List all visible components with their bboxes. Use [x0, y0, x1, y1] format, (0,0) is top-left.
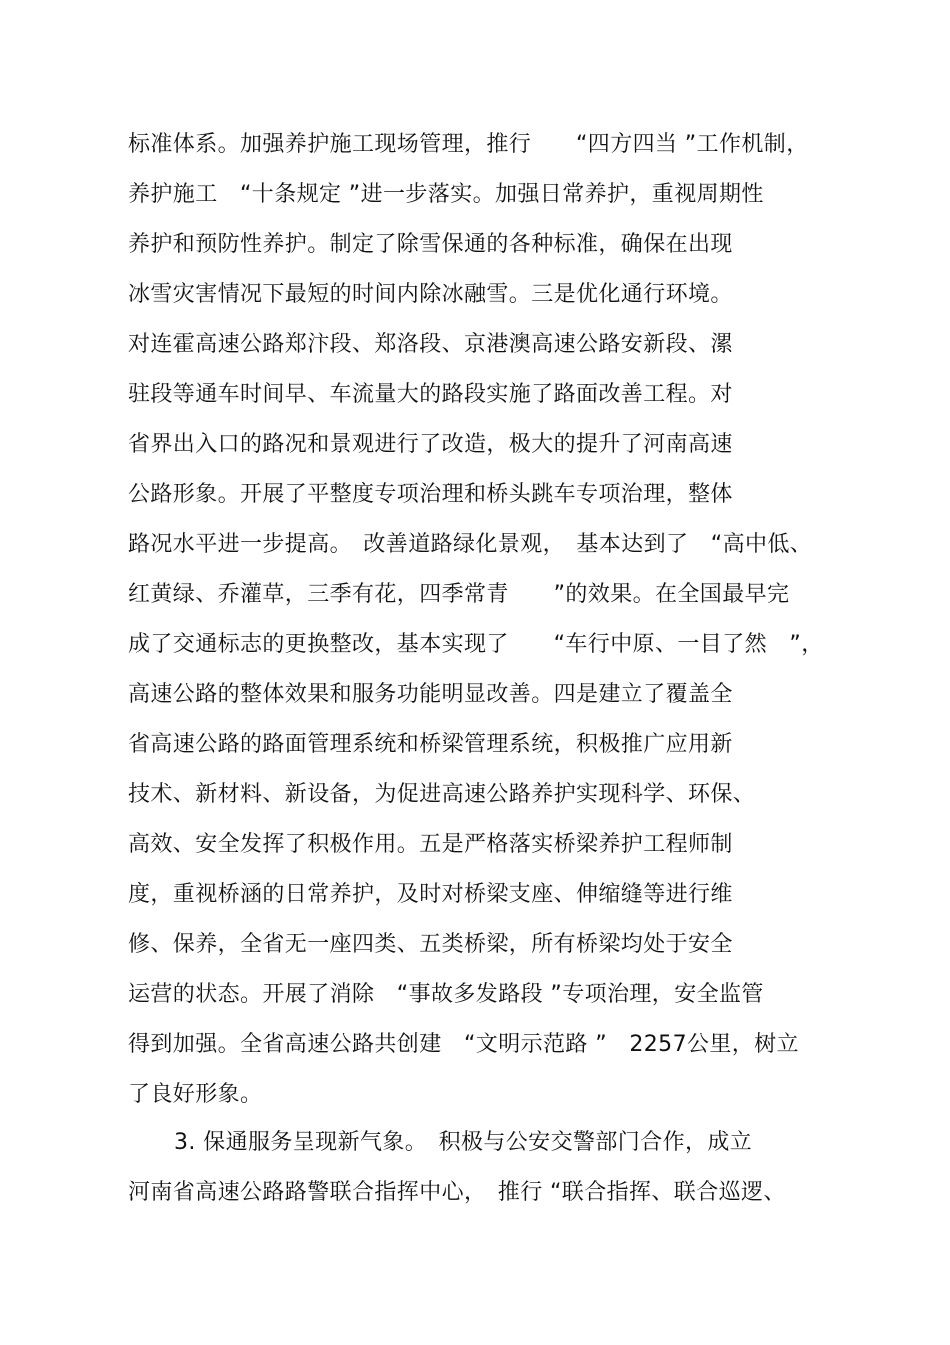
text-line-12: 高速公路的整体效果和服务功能明显改善。四是建立了覆盖全: [128, 682, 733, 707]
text-line-16: 度，重视桥涵的日常养护，及时对桥梁支座、伸缩缝等进行维: [128, 882, 733, 907]
text-line-8: 公路形象。开展了平整度专项治理和桥头跳车专项治理，整体: [128, 482, 733, 507]
text-line-22: 河南省高速公路路警联合指挥中心， 推行 “联合指挥、联合巡逻、: [128, 1180, 786, 1205]
text-line-15: 高效、安全发挥了积极作用。五是严格落实桥梁养护工程师制: [128, 832, 733, 857]
text-line-4: 冰雪灾害情况下最短的时间内除冰融雪。三是优化通行环境。: [128, 282, 733, 307]
text-line-11: 成了交通标志的更换整改，基本实现了 “车行中原、一目了然 ”，: [128, 632, 824, 657]
text-line-13: 省高速公路的路面管理系统和桥梁管理系统，积极推广应用新: [128, 732, 733, 757]
text-line-2: 养护施工 “十条规定 ”进一步落实。加强日常养护，重视周期性: [128, 182, 764, 207]
text-line-1: 标准体系。加强养护施工现场管理，推行 “四方四当 ”工作机制，: [128, 132, 809, 157]
text-line-3: 养护和预防性养护。制定了除雪保通的各种标准，确保在出现: [128, 232, 733, 257]
text-line-10: 红黄绿、乔灌草，三季有花，四季常青 ”的效果。在全国最早完: [128, 582, 790, 607]
text-line-14: 技术、新材料、新设备，为促进高速公路养护实现科学、环保、: [128, 782, 756, 807]
text-line-18: 运营的状态。开展了消除 “事故多发路段 ”专项治理，安全监管: [128, 982, 764, 1007]
text-line-9: 路况水平进一步提高。 改善道路绿化景观， 基本达到了 “高中低、: [128, 532, 813, 557]
text-line-20: 了良好形象。: [128, 1082, 263, 1107]
text-line-5: 对连霍高速公路郑汴段、郑洛段、京港澳高速公路安新段、漯: [128, 332, 733, 357]
text-line-7: 省界出入口的路况和景观进行了改造，极大的提升了河南高速: [128, 432, 733, 457]
text-line-6: 驻段等通车时间早、车流量大的路段实施了路面改善工程。对: [128, 382, 733, 407]
text-line-19: 得到加强。全省高速公路共创建 “文明示范路 ” 2257公里，树立: [128, 1032, 799, 1057]
section-heading-line: 3. 保通服务呈现新气象。 积极与公安交警部门合作，成立: [174, 1130, 753, 1155]
text-line-17: 修、保养，全省无一座四类、五类桥梁，所有桥梁均处于安全: [128, 932, 733, 957]
